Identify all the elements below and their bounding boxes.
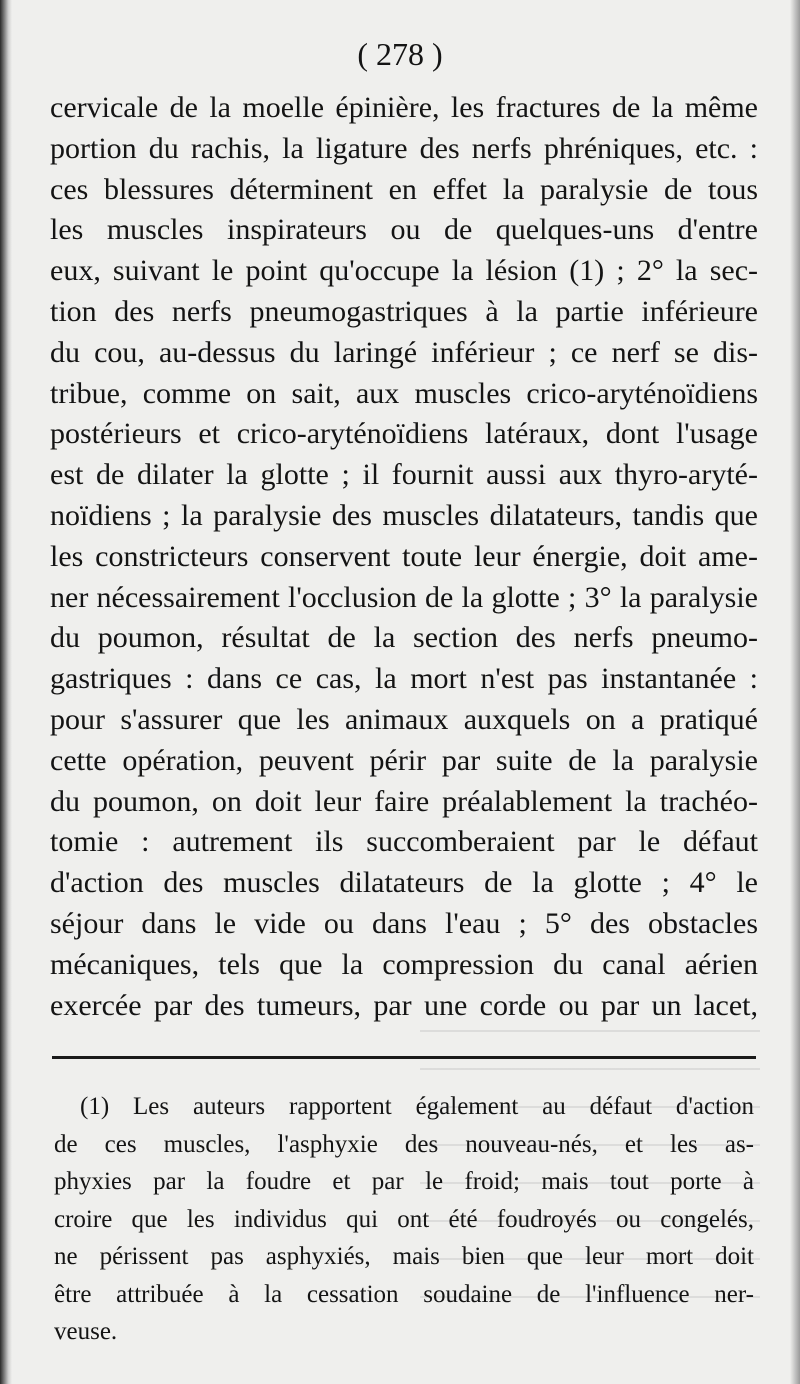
body-line: est de dilater la glotte ; il fournit aussi aux thyro-aryté- — [50, 458, 758, 492]
body-line: mécaniques, tels que la compression du canal aérien — [50, 947, 758, 981]
footnote-line: phyxies par la foudre et par le froid; mais tout porte à — [54, 1168, 754, 1195]
body-line: ces blessures déterminent en effet la paralysie de tous — [50, 172, 758, 206]
body-line: postérieurs et crico-aryténoïdiens latéraux, dont l'usage — [50, 417, 758, 451]
footnote-line: veuse. — [54, 1318, 118, 1345]
body-line: les muscles inspirateurs ou de quelques-uns d'entre — [50, 213, 758, 247]
body-line: du cou, au-dessus du laringé inférieur ; ce nerf se dis- — [50, 335, 758, 369]
footnote-line: (1) Les auteurs rapportent également au défaut d'action — [80, 1093, 754, 1120]
body-line: tomie : autrement ils succomberaient par le défaut — [50, 825, 758, 859]
body-line: cette opération, peuvent périr par suite de la paralysie — [50, 743, 758, 777]
footnote-line: de ces muscles, l'asphyxie des nouveau-nés, et les as- — [54, 1130, 754, 1158]
page-number: ( 278 ) — [357, 36, 443, 72]
footnote-divider — [52, 1056, 756, 1059]
body-line: cervicale de la moelle épinière, les fractures de la même — [50, 91, 758, 124]
body-line: pour s'assurer que les animaux auxquels on a pratiqué — [50, 702, 758, 736]
body-line: gastriques : dans ce cas, la mort n'est pas instantanée : — [50, 662, 758, 696]
body-text — [50, 88, 758, 1026]
body-line: du poumon, on doit leur faire préalablement la trachéo- — [50, 784, 758, 818]
body-line: du poumon, résultat de la section des nerfs pneumo- — [50, 621, 758, 655]
body-line: portion du rachis, la ligature des nerfs phréniques, etc. : — [50, 131, 758, 165]
body-line: les constricteurs conservent toute leur énergie, doit ame- — [50, 539, 758, 573]
body-line: ner nécessairement l'occlusion de la glotte ; 3° la paralysie — [50, 580, 758, 614]
footnote-line: ne périssent pas asphyxiés, mais bien que leur mort doit — [54, 1243, 754, 1270]
body-line: noïdiens ; la paralysie des muscles dilatateurs, tandis que — [50, 498, 758, 532]
body-line: tribue, comme on sait, aux muscles crico-aryténoïdiens — [50, 376, 758, 410]
body-line: d'action des muscles dilatateurs de la glotte ; 4° le — [50, 866, 758, 900]
footnote-line: être attribuée à la cessation soudaine de l'influence ner- — [54, 1280, 754, 1308]
body-line: tion des nerfs pneumogastriques à la partie inférieure — [50, 294, 758, 328]
footnote-line: croire que les individus qui ont été foudroyés ou congelés, — [54, 1205, 754, 1233]
body-line: eux, suivant le point qu'occupe la lésion (1) ; 2° la sec- — [50, 254, 758, 288]
body-line: séjour dans le vide ou dans l'eau ; 5° des obstacles — [50, 906, 758, 940]
footnote — [54, 1088, 754, 1351]
body-line: exercée par des tumeurs, par une corde ou par un lacet, — [50, 988, 758, 1022]
